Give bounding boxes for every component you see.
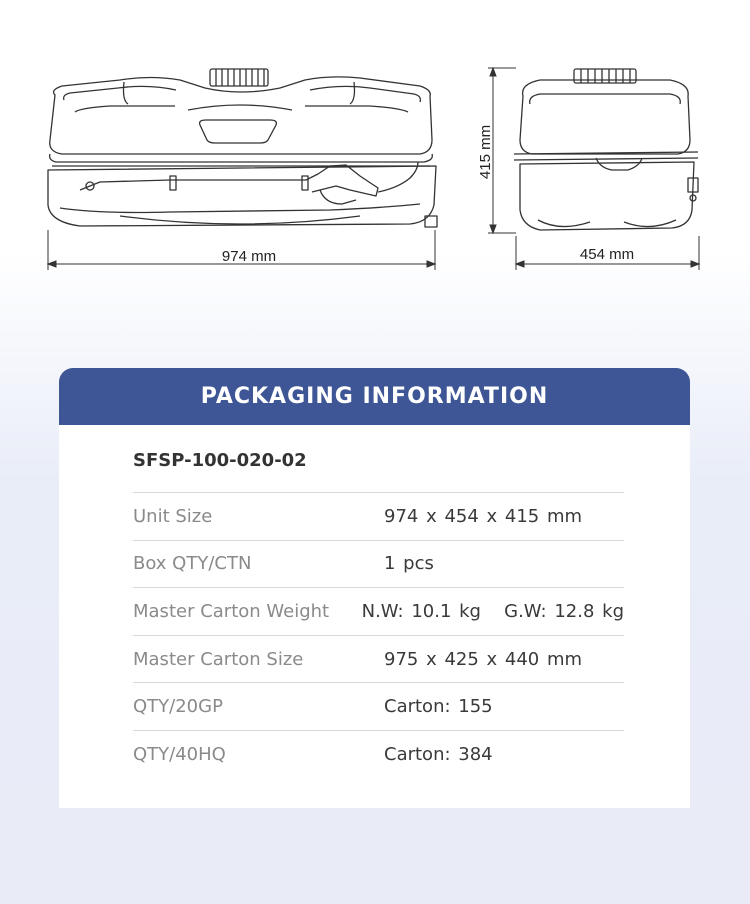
spec-label: QTY/20GP (133, 696, 223, 718)
spec-label: QTY/40HQ (133, 744, 226, 766)
spec-value: 1 pcs (384, 553, 434, 575)
spec-row-carton-weight (133, 588, 624, 636)
spec-value: Carton: 384 (384, 744, 493, 766)
spec-label: Master Carton Size (133, 648, 304, 670)
spec-label: Master Carton Weight (133, 600, 330, 622)
side-view (514, 69, 698, 230)
spec-value: 974 x 454 x 415 mm (384, 505, 583, 527)
packaging-info-card (59, 368, 690, 808)
packaging-table (59, 425, 690, 779)
tank-line-drawing (0, 0, 750, 290)
model-number: SFSP-100-020-02 (133, 425, 624, 493)
spec-row-qty-20gp (133, 683, 624, 731)
spec-row-qty-40hq (133, 731, 624, 779)
packaging-title: PACKAGING INFORMATION (59, 368, 690, 425)
spec-value: 975 x 425 x 440 mm (384, 648, 583, 670)
spec-label: Unit Size (133, 505, 213, 527)
spec-row-carton-size (133, 636, 624, 684)
front-view (48, 69, 437, 227)
spec-value: Carton: 155 (384, 696, 493, 718)
spec-row-unit-size (133, 493, 624, 541)
height-label: 415 mm (477, 124, 494, 180)
spec-label: Box QTY/CTN (133, 553, 252, 575)
spec-value: N.W: 10.1 kg G.W: 12.8 kg (361, 600, 624, 622)
spec-row-box-qty (133, 541, 624, 589)
product-drawing (0, 0, 750, 290)
front-width-label: 974 mm (221, 248, 277, 265)
side-width-label: 454 mm (579, 246, 635, 263)
